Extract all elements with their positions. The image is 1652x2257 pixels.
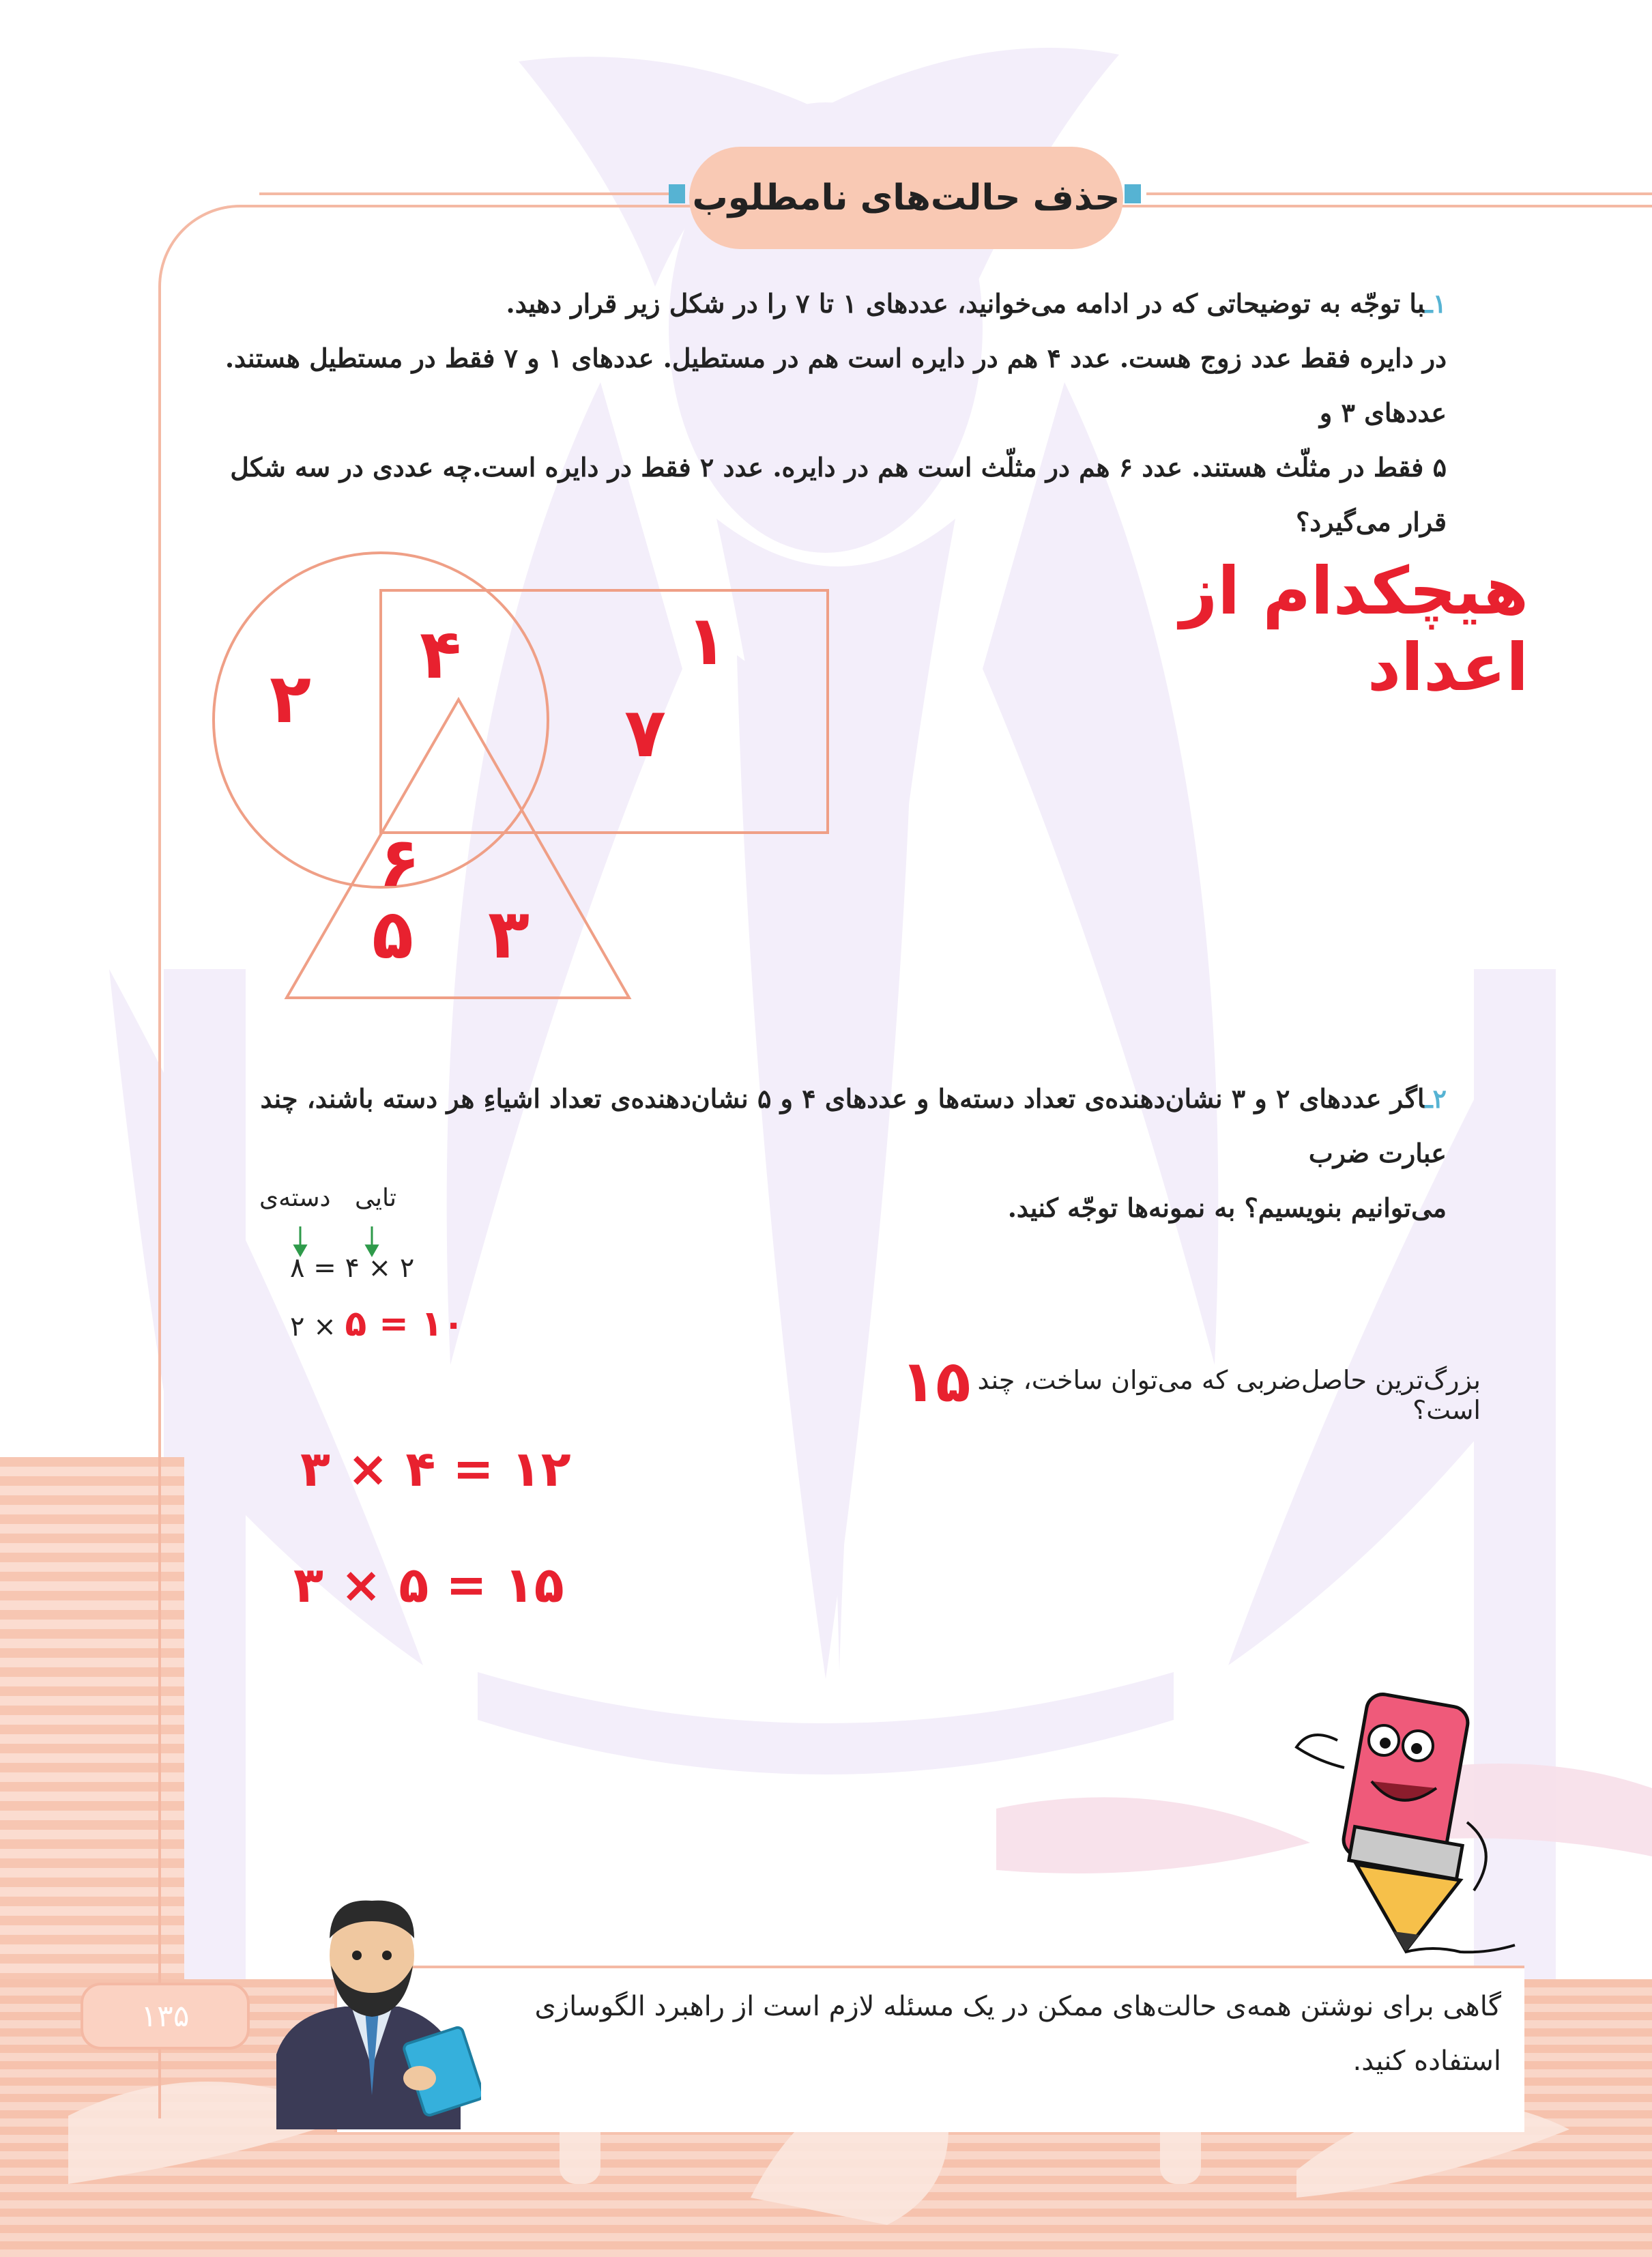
answer-equation-2: ۳ × ۵ = ۱۵ xyxy=(293,1556,564,1613)
diagram-number-4: ۴ xyxy=(420,614,462,694)
q1-line2: در دایره فقط عدد زوج هست. عدد ۴ هم در دایره است هم در مستطیل. عددهای ۱ و ۷ فقط در مستطیل هستند. عددهای ۳ و xyxy=(224,343,1447,428)
label-items: تایی xyxy=(355,1184,397,1212)
diagram-triangle xyxy=(287,700,629,998)
diagram-number-2: ۲ xyxy=(270,659,312,738)
title-line-right xyxy=(1146,192,1652,195)
note-text: گاهی برای نوشتن همه‌ی حالت‌های ممکن در یک مسئله لازم است از راهبرد الگوسازی استفاده کنید. xyxy=(534,1991,1501,2077)
q2-question: بزرگ‌ترین حاصل‌ضربی که می‌توان ساخت، چند است؟ xyxy=(977,1365,1481,1425)
diagram-number-5: ۵ xyxy=(372,894,414,974)
answer-equation-1: ۳ × ۴ = ۱۲ xyxy=(300,1440,571,1497)
q2-line1: ۲ـاگر عددهای ۲ و ۳ نشان‌دهنده‌ی تعداد دسته‌ها و عددهای ۴ و ۵ نشان‌دهنده‌ی تعداد اشیاءِ هر دسته باشند، چند عبارت ضرب xyxy=(260,1083,1447,1168)
example-2 xyxy=(290,1304,464,1345)
title-tag-left xyxy=(669,184,685,203)
diagram-number-6: ۶ xyxy=(379,822,421,902)
q2-question-answer: ۱۵ xyxy=(901,1348,971,1415)
example-2-right: ۵ = ۱۰ xyxy=(345,1304,465,1345)
q1-number: ۱ـ xyxy=(1425,288,1447,319)
label-groups: دسته‌ی xyxy=(259,1184,331,1212)
title-line-left xyxy=(259,192,669,195)
title-tag-right xyxy=(1125,184,1141,203)
page-title: حذف حالت‌های نامطلوب xyxy=(689,147,1123,249)
diagram-number-1: ۱ xyxy=(686,601,728,680)
example-1: ۲ × ۴ = ۸ xyxy=(290,1252,415,1284)
q1-answer: هیچکدام از اعداد xyxy=(1179,553,1528,706)
pencil-character-icon xyxy=(1269,1686,1542,1959)
q2-number: ۲ـ xyxy=(1425,1083,1447,1114)
q1-text xyxy=(177,276,1447,549)
q1-line3: ۵ فقط در مثلّث هستند. عدد ۶ هم در مثلّث است هم در دایره. عدد ۲ فقط در دایره است.چه عددی در سه شکل قرار می‌گیرد؟ xyxy=(230,452,1447,537)
page-number: ۱۳۵ xyxy=(81,1983,250,2050)
q1-line1: ۱ـبا توجّه به توضیحاتی که در ادامه می‌خوانید، عددهای ۱ تا ۷ را در شکل زیر قرار دهید. xyxy=(506,288,1447,319)
example-2-left: ۲ × xyxy=(290,1311,336,1342)
q2-text xyxy=(232,1072,1447,1235)
q2-line2: می‌توانیم بنویسیم؟ به نمونه‌ها توجّه کنید. xyxy=(1007,1192,1447,1223)
diagram-number-7: ۷ xyxy=(624,693,667,773)
diagram-number-3: ۳ xyxy=(488,894,530,974)
teacher-character-icon xyxy=(263,1891,481,2129)
